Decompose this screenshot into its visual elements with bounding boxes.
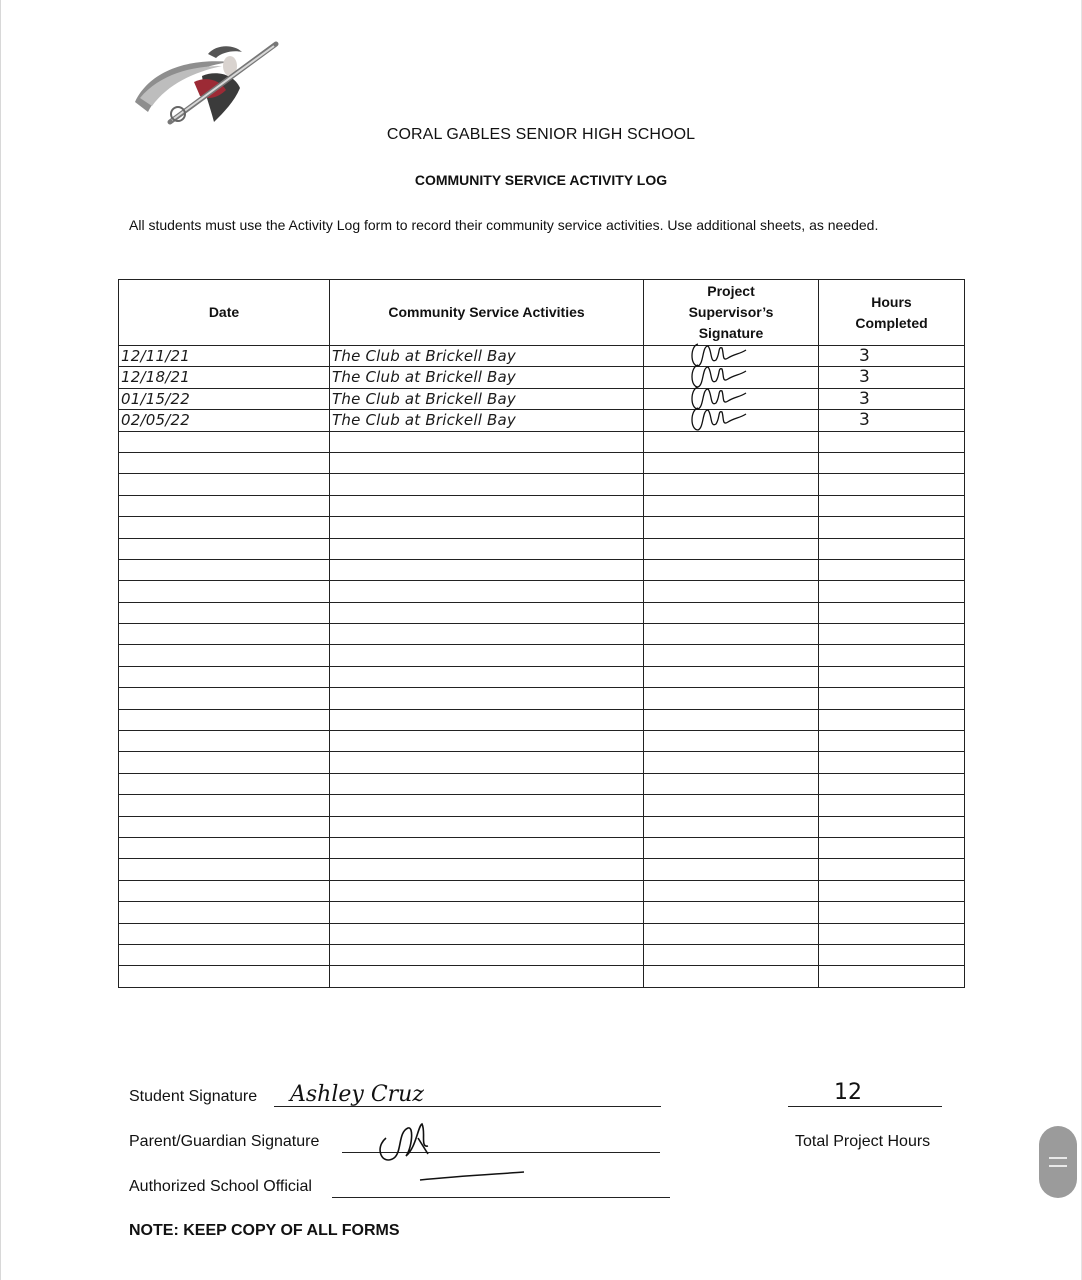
date-cell[interactable]	[119, 837, 330, 858]
date-cell[interactable]	[119, 731, 330, 752]
activity-cell[interactable]	[330, 602, 644, 623]
activity-cell[interactable]	[330, 645, 644, 666]
date-value: 01/15/22	[121, 389, 190, 408]
date-cell[interactable]	[119, 538, 330, 559]
hours-cell[interactable]	[819, 752, 965, 773]
date-cell[interactable]	[119, 773, 330, 794]
table-row	[119, 346, 965, 367]
activity-cell[interactable]	[330, 388, 644, 409]
table-row	[119, 388, 965, 409]
supervisor-signature-cell[interactable]	[644, 452, 819, 473]
date-cell[interactable]	[119, 367, 330, 388]
hours-cell[interactable]	[819, 517, 965, 538]
date-cell[interactable]	[119, 902, 330, 923]
activity-cell[interactable]	[330, 816, 644, 837]
table-row-blank	[119, 816, 965, 837]
supervisor-signature-cell[interactable]	[644, 816, 819, 837]
supervisor-signature-cell[interactable]	[644, 880, 819, 901]
table-row-blank	[119, 688, 965, 709]
drag-handle-icon[interactable]	[1039, 1126, 1077, 1198]
activity-cell[interactable]	[330, 624, 644, 645]
activity-cell[interactable]	[330, 837, 644, 858]
date-cell[interactable]	[119, 602, 330, 623]
hours-cell[interactable]	[819, 966, 965, 987]
activity-cell[interactable]	[330, 474, 644, 495]
date-cell[interactable]	[119, 944, 330, 965]
activity-cell[interactable]	[330, 538, 644, 559]
hours-cell[interactable]	[819, 346, 965, 367]
hours-cell[interactable]	[819, 816, 965, 837]
total-hours-value: 12	[834, 1080, 862, 1105]
table-row-blank	[119, 474, 965, 495]
activity-cell[interactable]	[330, 795, 644, 816]
hours-cell[interactable]	[819, 495, 965, 516]
table-row-blank	[119, 538, 965, 559]
hours-cell[interactable]	[819, 688, 965, 709]
hours-value: 3	[859, 388, 870, 409]
instructions-text: All students must use the Activity Log form to record their community service activities. Use additional sheets, as needed.	[129, 217, 879, 233]
activity-cell[interactable]	[330, 495, 644, 516]
supervisor-signature-cell[interactable]	[644, 559, 819, 580]
activity-value: The Club at Brickell Bay	[332, 411, 516, 430]
table-row-blank	[119, 944, 965, 965]
supervisor-signature-scribble-icon	[688, 404, 748, 434]
supervisor-signature-cell[interactable]	[644, 773, 819, 794]
date-cell[interactable]	[119, 709, 330, 730]
student-signature-value: Ashley Cruz	[290, 1082, 424, 1107]
drag-handle-bar	[1049, 1165, 1067, 1167]
table-row-blank	[119, 752, 965, 773]
parent-signature-label: Parent/Guardian Signature	[129, 1133, 320, 1150]
hours-cell[interactable]	[819, 645, 965, 666]
supervisor-signature-cell[interactable]	[644, 602, 819, 623]
hours-value: 3	[859, 410, 870, 431]
activity-cell[interactable]	[330, 709, 644, 730]
hours-cell[interactable]	[819, 944, 965, 965]
column-header-hours	[819, 280, 965, 346]
supervisor-signature-cell[interactable]	[644, 944, 819, 965]
supervisor-signature-cell[interactable]	[644, 431, 819, 452]
activity-cell[interactable]	[330, 452, 644, 473]
date-cell[interactable]	[119, 431, 330, 452]
cavalier-mascot-icon	[130, 40, 280, 128]
hours-cell[interactable]	[819, 559, 965, 580]
supervisor-signature-cell[interactable]	[644, 688, 819, 709]
table-row-blank	[119, 559, 965, 580]
date-value: 12/11/21	[121, 347, 190, 365]
hours-cell[interactable]	[819, 538, 965, 559]
table-row-blank	[119, 624, 965, 645]
date-cell[interactable]	[119, 645, 330, 666]
date-cell[interactable]	[119, 346, 330, 367]
activity-cell[interactable]	[330, 966, 644, 987]
table-row-blank	[119, 859, 965, 880]
date-cell[interactable]	[119, 517, 330, 538]
official-signature-stroke-icon	[418, 1168, 528, 1184]
table-row	[119, 410, 965, 431]
table-row-blank	[119, 902, 965, 923]
keep-copy-note: NOTE: KEEP COPY OF ALL FORMS	[129, 1222, 400, 1239]
hours-cell[interactable]	[819, 431, 965, 452]
activity-cell[interactable]	[330, 923, 644, 944]
hours-cell[interactable]	[819, 902, 965, 923]
supervisor-signature-cell[interactable]	[644, 709, 819, 730]
table-row-blank	[119, 923, 965, 944]
supervisor-signature-cell[interactable]	[644, 410, 819, 431]
date-cell[interactable]	[119, 880, 330, 901]
table-row-blank	[119, 966, 965, 987]
hours-cell[interactable]	[819, 880, 965, 901]
date-cell[interactable]	[119, 688, 330, 709]
table-row-blank	[119, 602, 965, 623]
column-header-supervisor-signature	[644, 280, 819, 346]
date-cell[interactable]	[119, 666, 330, 687]
supervisor-signature-cell[interactable]	[644, 859, 819, 880]
hours-cell[interactable]	[819, 859, 965, 880]
hours-cell[interactable]	[819, 474, 965, 495]
activity-cell[interactable]	[330, 559, 644, 580]
hours-cell[interactable]	[819, 795, 965, 816]
activity-value: The Club at Brickell Bay	[332, 368, 516, 387]
hours-cell[interactable]	[819, 367, 965, 388]
date-cell[interactable]	[119, 966, 330, 987]
total-hours-label: Total Project Hours	[795, 1133, 931, 1150]
student-signature-label: Student Signature	[129, 1088, 258, 1105]
hours-cell[interactable]	[819, 731, 965, 752]
table-row-blank	[119, 731, 965, 752]
hours-cell[interactable]	[819, 452, 965, 473]
supervisor-signature-cell[interactable]	[644, 538, 819, 559]
hours-cell[interactable]	[819, 410, 965, 431]
activity-cell[interactable]	[330, 346, 644, 367]
form-title: COMMUNITY SERVICE ACTIVITY LOG	[414, 172, 668, 188]
date-cell[interactable]	[119, 474, 330, 495]
supervisor-signature-header-text: Project Supervisor’s Signature	[688, 283, 774, 341]
supervisor-signature-cell[interactable]	[644, 495, 819, 516]
hours-cell[interactable]	[819, 666, 965, 687]
activity-cell[interactable]	[330, 880, 644, 901]
parent-signature-scribble-icon	[372, 1118, 436, 1170]
date-cell[interactable]	[119, 410, 330, 431]
table-row-blank	[119, 666, 965, 687]
date-cell[interactable]	[119, 495, 330, 516]
table-row-blank	[119, 645, 965, 666]
supervisor-signature-cell[interactable]	[644, 837, 819, 858]
supervisor-signature-cell[interactable]	[644, 966, 819, 987]
column-header-activities: Community Service Activities	[330, 280, 644, 346]
table-row-blank	[119, 581, 965, 602]
page-left-edge	[0, 0, 1, 1280]
date-value: 12/18/21	[121, 368, 190, 387]
supervisor-signature-cell[interactable]	[644, 731, 819, 752]
supervisor-signature-cell[interactable]	[644, 752, 819, 773]
date-cell[interactable]	[119, 859, 330, 880]
table-row-blank	[119, 837, 965, 858]
supervisor-signature-cell[interactable]	[644, 795, 819, 816]
activity-cell[interactable]	[330, 410, 644, 431]
hours-cell[interactable]	[819, 773, 965, 794]
date-cell[interactable]	[119, 581, 330, 602]
date-cell[interactable]	[119, 559, 330, 580]
date-value: 02/05/22	[121, 411, 190, 430]
hours-cell[interactable]	[819, 923, 965, 944]
hours-cell[interactable]	[819, 581, 965, 602]
hours-value: 3	[859, 367, 870, 388]
table-row-blank	[119, 880, 965, 901]
activity-cell[interactable]	[330, 902, 644, 923]
activity-log-table	[118, 279, 965, 988]
school-name: CORAL GABLES SENIOR HIGH SCHOOL	[386, 126, 696, 143]
table-row-blank	[119, 452, 965, 473]
table-row-blank	[119, 517, 965, 538]
table-row-blank	[119, 773, 965, 794]
supervisor-signature-cell[interactable]	[644, 666, 819, 687]
table-row-blank	[119, 795, 965, 816]
school-official-field[interactable]	[332, 1187, 670, 1198]
hours-value: 3	[859, 346, 870, 366]
table-row-blank	[119, 709, 965, 730]
activity-value: The Club at Brickell Bay	[332, 347, 516, 365]
activity-cell[interactable]	[330, 731, 644, 752]
activity-cell[interactable]	[330, 859, 644, 880]
table-row-blank	[119, 431, 965, 452]
date-cell[interactable]	[119, 624, 330, 645]
supervisor-signature-cell[interactable]	[644, 624, 819, 645]
hours-cell[interactable]	[819, 709, 965, 730]
supervisor-signature-cell[interactable]	[644, 517, 819, 538]
total-hours-field[interactable]	[788, 1096, 942, 1107]
activity-value: The Club at Brickell Bay	[332, 389, 516, 408]
supervisor-signature-cell[interactable]	[644, 645, 819, 666]
date-cell[interactable]	[119, 816, 330, 837]
activity-cell[interactable]	[330, 666, 644, 687]
column-header-date: Date	[119, 280, 330, 346]
supervisor-signature-cell[interactable]	[644, 474, 819, 495]
supervisor-signature-cell[interactable]	[644, 581, 819, 602]
activity-cell[interactable]	[330, 752, 644, 773]
activity-cell[interactable]	[330, 688, 644, 709]
date-cell[interactable]	[119, 752, 330, 773]
date-cell[interactable]	[119, 923, 330, 944]
supervisor-signature-cell[interactable]	[644, 923, 819, 944]
supervisor-signature-cell[interactable]	[644, 902, 819, 923]
hours-cell[interactable]	[819, 624, 965, 645]
hours-cell[interactable]	[819, 837, 965, 858]
hours-cell[interactable]	[819, 388, 965, 409]
activity-cell[interactable]	[330, 517, 644, 538]
school-official-label: Authorized School Official	[129, 1178, 312, 1195]
hours-header-text: Hours Completed	[855, 293, 928, 331]
date-cell[interactable]	[119, 795, 330, 816]
date-cell[interactable]	[119, 452, 330, 473]
hours-cell[interactable]	[819, 602, 965, 623]
activity-cell[interactable]	[330, 581, 644, 602]
activity-cell[interactable]	[330, 944, 644, 965]
activity-cell[interactable]	[330, 431, 644, 452]
table-row-blank	[119, 495, 965, 516]
drag-handle-bar	[1049, 1157, 1067, 1159]
table-header-row	[119, 280, 965, 346]
table-row	[119, 367, 965, 388]
activity-cell[interactable]	[330, 773, 644, 794]
activity-cell[interactable]	[330, 367, 644, 388]
date-cell[interactable]	[119, 388, 330, 409]
